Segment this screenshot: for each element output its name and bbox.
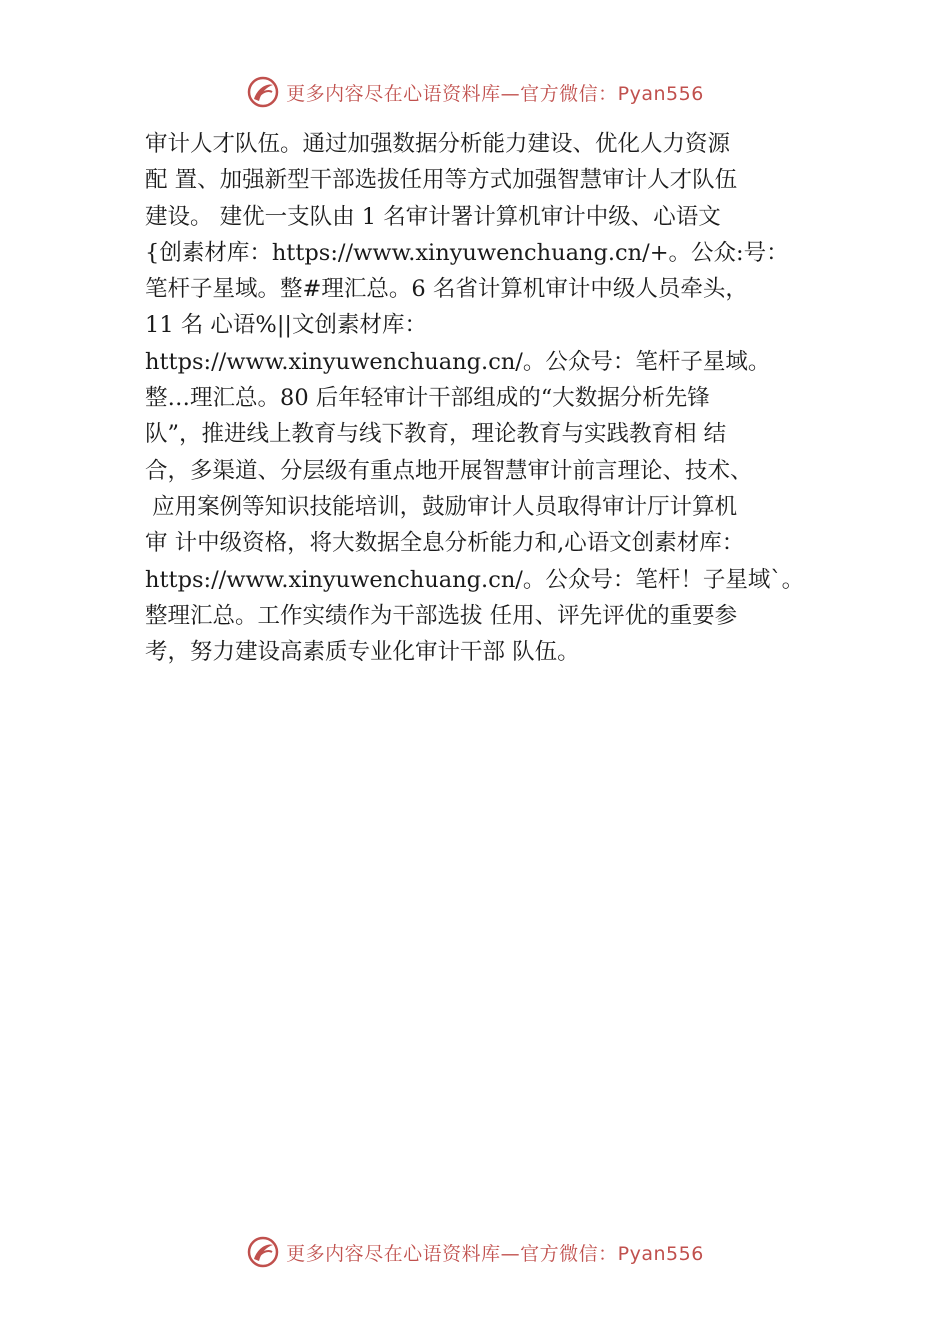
body-line: https://www.xinyuwenchuang.cn/。公众号：笔杆子星域。 xyxy=(145,348,771,375)
body-line: 考，努力建设高素质专业化审计干部 队伍。 xyxy=(145,639,580,666)
body-line: 建设。 建优一支队由 1 名审计署计算机审计中级、心语文 xyxy=(145,203,721,230)
body-line: 11 名 心语%||文创素材库： xyxy=(145,312,427,339)
body-line: 审 计中级资格，将大数据全息分析能力和,心语文创素材库： xyxy=(145,530,745,557)
red-swirl-logo-icon xyxy=(246,75,280,109)
body-line: 合，多渠道、分层级有重点地开展智慧审计前言理论、技术、 xyxy=(145,457,753,484)
footer-banner-text: 更多内容尽在心语资料库—官方微信：Pyan556 xyxy=(286,1242,704,1265)
body-line: 整…理汇总。80 后年轻审计干部组成的“大数据分析先锋 xyxy=(145,385,710,412)
document-body xyxy=(145,126,845,670)
red-swirl-logo-icon xyxy=(246,1235,280,1269)
body-line: 配 置、加强新型干部选拔任用等方式加强智慧审计人才队伍 xyxy=(145,167,738,194)
body-line: 整理汇总。工作实绩作为干部选拔 任用、评先评优的重要参 xyxy=(145,602,738,629)
footer-banner xyxy=(0,1232,950,1272)
body-line: 笔杆子星域。整#理汇总。6 名省计算机审计中级人员牵头， xyxy=(145,276,748,303)
body-line: 审计人才队伍。通过加强数据分析能力建设、优化人力资源 xyxy=(145,131,731,157)
body-line: https://www.xinyuwenchuang.cn/。公众号：笔杆！子星域`。 xyxy=(145,566,805,593)
header-banner xyxy=(0,72,950,112)
body-line: 应用案例等知识技能培训，鼓励审计人员取得审计厅计算机 xyxy=(145,493,738,520)
header-banner-text: 更多内容尽在心语资料库—官方微信：Pyan556 xyxy=(286,82,704,105)
body-line: 队”，推进线上教育与线下教育，理论教育与实践教育相 结 xyxy=(145,421,727,448)
body-line: {创素材库：https://www.xinyuwenchuang.cn/+。公众:号： xyxy=(145,239,789,266)
